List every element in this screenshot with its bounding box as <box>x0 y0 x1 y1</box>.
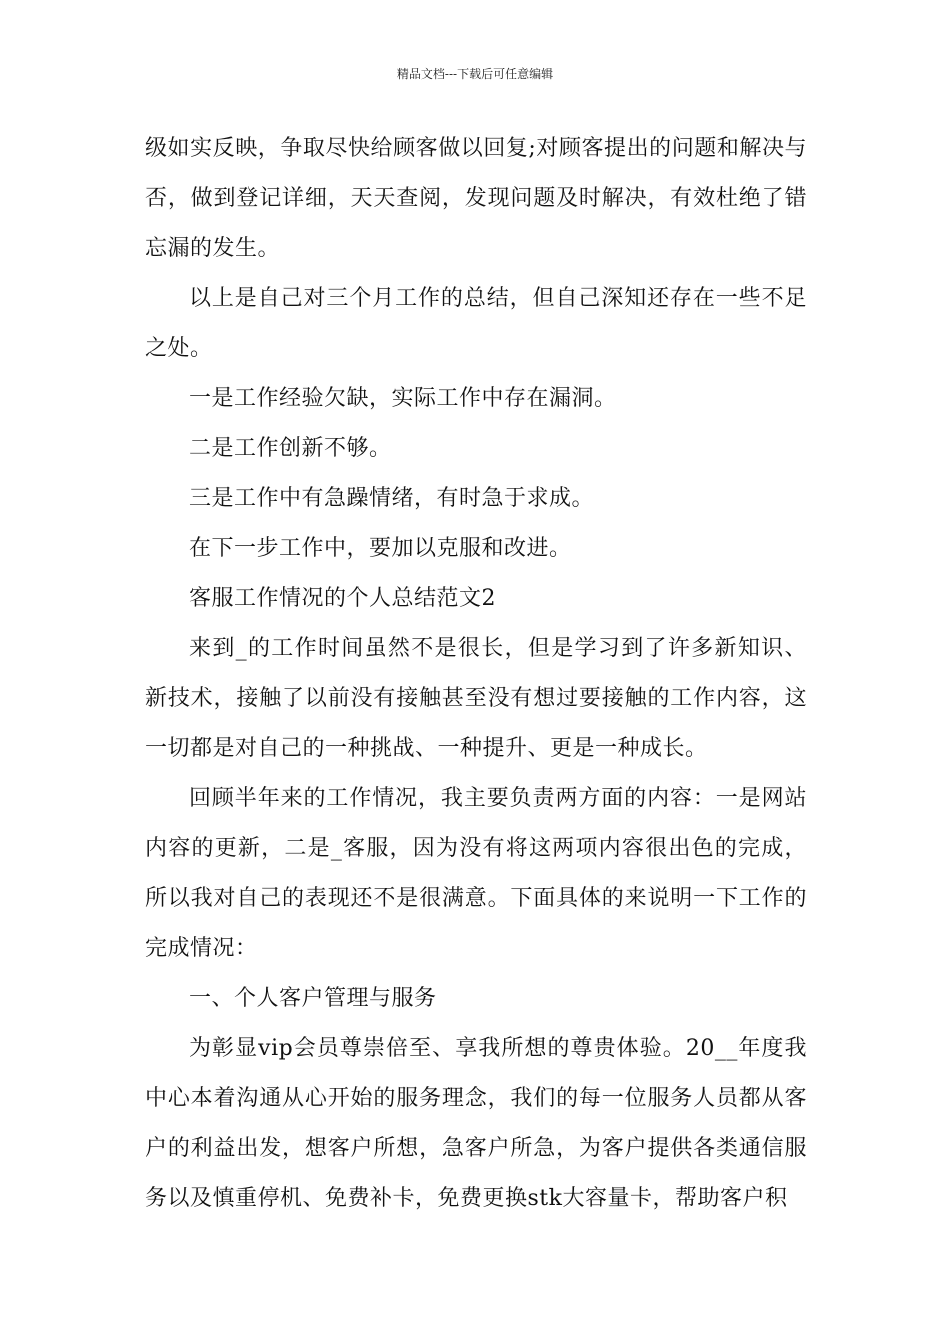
paragraph-vip-service: 为彰显vip会员尊崇倍至、享我所想的尊贵体验。20__年度我中心本着沟通从心开始的服务理念，我们的每一位服务人员都从客户的利益出发，想客户所想，急客户所急，为客户提供各类通信服务以及慎重停机、免费补卡，免费更换stk大容量卡，帮助客户积 <box>145 1036 807 1211</box>
page-header: 精品文档---下载后可任意编辑 <box>396 67 554 81</box>
paragraph-point-three: 三是工作中有急躁情绪，有时急于求成。 <box>189 486 595 511</box>
subsection-heading: 一、个人客户管理与服务 <box>189 986 437 1011</box>
paragraph-summary: 以上是自己对三个月工作的总结，但自己深知还存在一些不足之处。 <box>145 286 807 361</box>
paragraph-review: 回顾半年来的工作情况，我主要负责两方面的内容：一是网站内容的更新，二是_客服，因为没有将这两项内容很出色的完成，所以我对自己的表现还不是很满意。下面具体的来说明一下工作的完成情况： <box>145 786 807 961</box>
paragraph-point-two: 二是工作创新不够。 <box>189 436 392 461</box>
paragraph-intro: 来到_的工作时间虽然不是很长，但是学习到了许多新知识、新技术，接触了以前没有接触甚至没有想过要接触的工作内容，这一切都是对自己的一种挑战、一种提升、更是一种成长。 <box>145 636 807 761</box>
paragraph-point-one: 一是工作经验欠缺，实际工作中存在漏洞。 <box>189 386 617 411</box>
document-body <box>145 124 807 1224</box>
paragraph-next-step: 在下一步工作中，要加以克服和改进。 <box>189 536 572 561</box>
paragraph-continuation: 级如实反映，争取尽快给顾客做以回复;对顾客提出的问题和解决与否，做到登记详细，天天查阅，发现问题及时解决，有效杜绝了错忘漏的发生。 <box>145 136 807 261</box>
section-title: 客服工作情况的个人总结范文2 <box>189 586 496 611</box>
